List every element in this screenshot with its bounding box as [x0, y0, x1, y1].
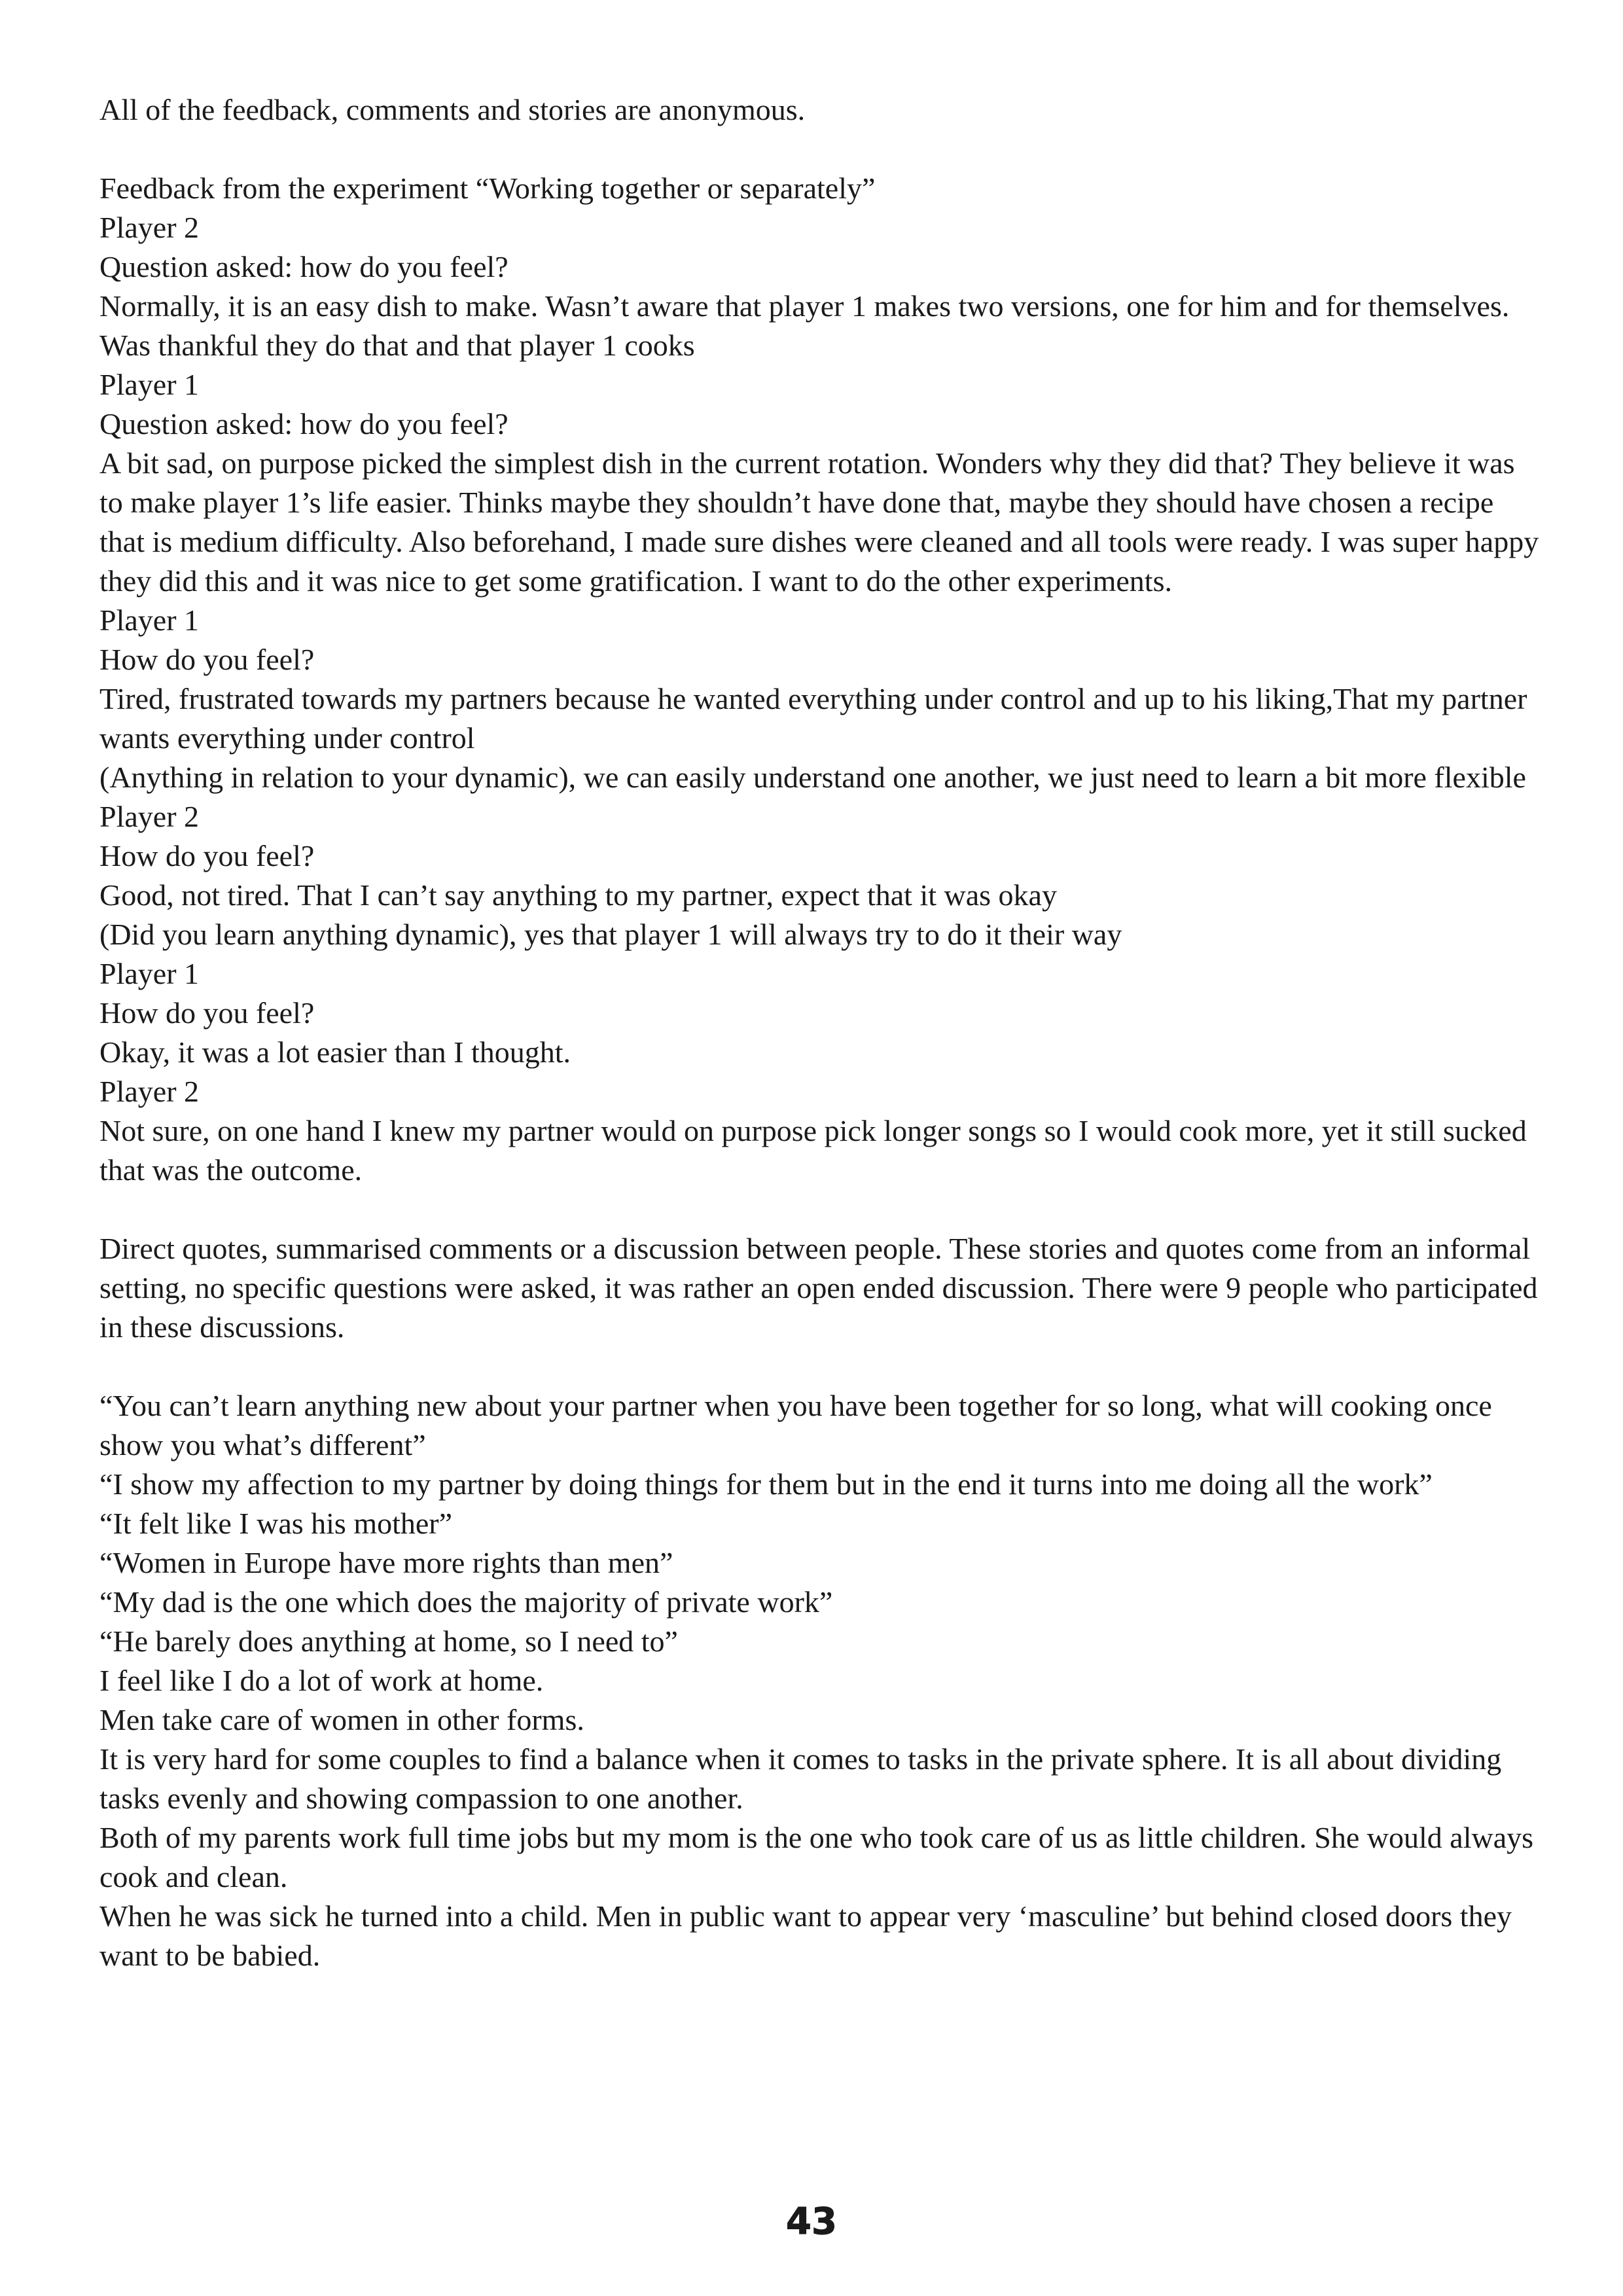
feedback-line: Player 1 [99, 368, 200, 401]
feedback-line: Player 1 [99, 603, 200, 637]
quotes-section [99, 1386, 1539, 1975]
feedback-line: Tired, frustrated towards my partners because he wanted everything under control and up to his liking,That my partner wants everything under control [99, 682, 1527, 755]
quote-line: Men take care of women in other forms. [99, 1703, 584, 1736]
feedback-line: How do you feel? [99, 996, 315, 1030]
feedback-line: (Did you learn anything dynamic), yes that player 1 will always try to do it their way [99, 918, 1122, 951]
quote-line: Both of my parents work full time jobs but my mom is the one who took care of us as little children. She would always cook and clean. [99, 1821, 1534, 1893]
feedback-line: Good, not tired. That I can’t say anything to my partner, expect that it was okay [99, 878, 1057, 912]
feedback-section [99, 169, 1539, 1190]
feedback-heading: Feedback from the experiment “Working together or separately” [99, 171, 876, 205]
feedback-line: (Anything in relation to your dynamic), we can easily understand one another, we just need to learn a bit more flexible [99, 761, 1526, 794]
quote-line: I feel like I do a lot of work at home. [99, 1664, 544, 1697]
quote-line: “It felt like I was his mother” [99, 1507, 453, 1540]
feedback-line: Player 1 [99, 957, 200, 990]
paragraph-gap [99, 1347, 1539, 1386]
quote-line: “He barely does anything at home, so I need to” [99, 1624, 678, 1658]
feedback-line: Player 2 [99, 800, 200, 833]
feedback-line: Question asked: how do you feel? [99, 250, 508, 283]
paragraph-gap [99, 1190, 1539, 1229]
feedback-line: Not sure, on one hand I knew my partner would on purpose pick longer songs so I would cook more, yet it still sucked that was the outcome. [99, 1114, 1527, 1187]
feedback-line: Normally, it is an easy dish to make. Wasn’t aware that player 1 makes two versions, one for him and for themselves. Was thankful they do that and that player 1 cooks [99, 289, 1510, 362]
feedback-line: Question asked: how do you feel? [99, 407, 508, 440]
feedback-line: A bit sad, on purpose picked the simplest dish in the current rotation. Wonders why they did that? They believe it was to make player 1’s life easier. Thinks maybe they shouldn’t have done that, maybe they should have chosen a recipe that is medium difficulty. Also beforehand, I made sure dishes were cleaned and all tools were ready. I was super happy they did this and it was nice to get some gratification. I want to do the other experiments. [99, 446, 1539, 598]
quote-line: “My dad is the one which does the majority of private work” [99, 1585, 833, 1619]
quote-line: “You can’t learn anything new about your partner when you have been together for so long, what will cooking once show you what’s different” [99, 1389, 1492, 1462]
quote-line: It is very hard for some couples to find a balance when it comes to tasks in the private sphere. It is all about dividing tasks evenly and showing compassion to one another. [99, 1742, 1502, 1815]
discussion-intro: Direct quotes, summarised comments or a discussion between people. These stories and quotes come from an informal setting, no specific questions were asked, it was rather an open ended discussion. There were 9 people who participated in these discussions. [99, 1232, 1538, 1344]
paragraph-gap [99, 130, 1539, 169]
intro-statement: All of the feedback, comments and stories are anonymous. [99, 93, 806, 126]
quote-line: When he was sick he turned into a child. Men in public want to appear very ‘masculine’ but behind closed doors they want to be babied. [99, 1899, 1512, 1972]
feedback-line: Player 2 [99, 1075, 200, 1108]
feedback-line: How do you feel? [99, 643, 315, 676]
page-number: 43 [786, 2200, 837, 2243]
quote-line: “Women in Europe have more rights than men” [99, 1546, 673, 1579]
feedback-line: Okay, it was a lot easier than I thought. [99, 1035, 571, 1069]
feedback-line: Player 2 [99, 211, 200, 244]
quote-line: “I show my affection to my partner by doing things for them but in the end it turns into me doing all the work” [99, 1467, 1433, 1501]
feedback-line: How do you feel? [99, 839, 315, 872]
document-body [99, 90, 1539, 1975]
